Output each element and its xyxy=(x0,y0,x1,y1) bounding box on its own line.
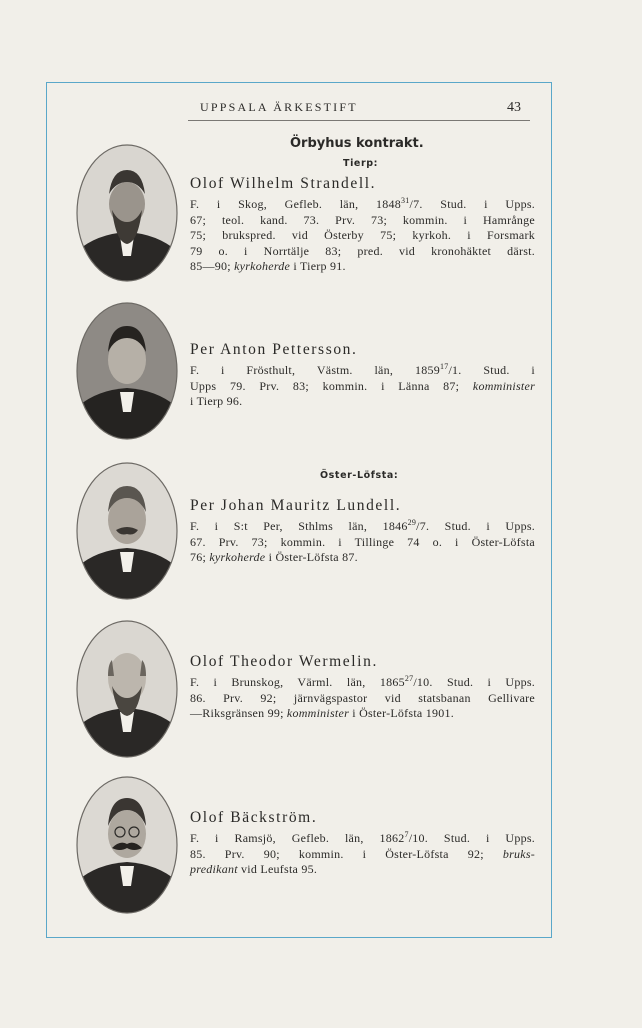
entry-biography xyxy=(190,519,535,566)
portrait-strandell xyxy=(76,144,178,282)
entry-biography xyxy=(190,675,535,722)
bio-line xyxy=(190,519,535,535)
bio-day: 7 xyxy=(404,830,409,839)
entry-biography xyxy=(190,363,535,410)
bio-text: F. i Ramsjö, Gefleb. län, 1862 xyxy=(190,831,405,845)
entry-name: Per Johan Mauritz Lundell. xyxy=(190,497,402,514)
bio-day: 17 xyxy=(439,362,449,371)
bio-line xyxy=(190,691,535,707)
bio-text: —Riksgränsen 99; xyxy=(190,706,287,721)
bio-line xyxy=(190,379,535,395)
bio-line xyxy=(190,394,535,410)
bio-line xyxy=(190,847,535,863)
section-title: Örbyhus kontrakt. xyxy=(290,136,424,151)
bio-title: kyrkoherde xyxy=(234,259,291,274)
entry-pettersson xyxy=(190,340,535,410)
running-head: UPPSALA ÄRKESTIFT xyxy=(200,100,358,114)
bio-text: /10. Stud. i Upps. xyxy=(408,831,535,845)
entry-name: Per Anton Pettersson. xyxy=(190,341,358,358)
entry-strandell xyxy=(190,174,535,275)
bio-line xyxy=(190,228,535,244)
bio-text: /10. Stud. i Upps. xyxy=(413,675,535,689)
bio-title: kyrkoherde xyxy=(209,550,266,565)
bio-line xyxy=(190,213,535,229)
portrait-young-clergyman-icon xyxy=(76,302,178,440)
portrait-wermelin xyxy=(76,620,178,758)
bio-text: 75; brukspred. vid Österby 75; kyrkoh. i Forsmark xyxy=(190,228,535,243)
bio-text: 79 o. i Norrtälje 83; pred. vid kronohäktet därst. xyxy=(190,243,535,258)
bio-text: 67. Prv. 73; kommin. i Tillinge 74 o. i Öster-Löfsta xyxy=(190,534,535,549)
header-rule xyxy=(188,120,530,121)
bio-line xyxy=(190,706,535,722)
bio-day: 27 xyxy=(404,674,414,683)
bio-day: 29 xyxy=(407,518,417,527)
bio-text: Upps 79. Prv. 83; kommin. i Länna 87; xyxy=(190,378,473,393)
entry-name: Olof Wilhelm Strandell. xyxy=(190,175,377,192)
entry-biography xyxy=(190,831,535,878)
bio-text: i Öster-Löfsta 1901. xyxy=(349,706,454,721)
bio-text: 67; teol. kand. 73. Prv. 73; kommin. i Hamrånge xyxy=(190,212,535,227)
portrait-mustached-clergyman-icon xyxy=(76,462,178,600)
parish-heading-oster-lofsta: Öster-Löfsta: xyxy=(320,470,399,481)
bio-text: /7. Stud. i Upps. xyxy=(416,519,535,533)
bio-text: F. i Frösthult, Västm. län, 1859 xyxy=(190,363,440,377)
bio-text: F. i S:t Per, Sthlms län, 1846 xyxy=(190,519,408,533)
entry-biography xyxy=(190,197,535,275)
bio-text: 85. Prv. 90; kommin. i Öster-Löfsta 92; xyxy=(190,846,503,861)
bio-title: bruks- xyxy=(502,846,535,861)
bio-text: i Tierp 96. xyxy=(190,394,243,409)
bio-line xyxy=(190,550,535,566)
page-number: 43 xyxy=(507,100,521,115)
bio-text: F. i Skog, Gefleb. län, 1848 xyxy=(190,197,402,211)
portrait-bald-bearded-clergyman-icon xyxy=(76,620,178,758)
bio-text: i Tierp 91. xyxy=(290,259,346,274)
entry-wermelin xyxy=(190,652,535,722)
portrait-backstrom xyxy=(76,776,178,914)
bio-text: i Öster-Löfsta 87. xyxy=(265,550,358,565)
bio-title: komminister xyxy=(286,706,349,721)
entry-lundell xyxy=(190,496,535,566)
bio-title: predikant xyxy=(190,862,238,877)
bio-line xyxy=(190,675,535,691)
bio-text: 76; xyxy=(190,550,210,565)
bio-text: /1. Stud. i xyxy=(448,363,535,377)
parish-heading-tierp: Tierp: xyxy=(343,158,379,169)
entry-name: Olof Theodor Wermelin. xyxy=(190,653,378,670)
bio-text: /7. Stud. i Upps. xyxy=(409,197,535,211)
bio-line xyxy=(190,259,535,275)
bio-text: vid Leufsta 95. xyxy=(237,862,318,877)
bio-title: komminister xyxy=(472,378,535,393)
bio-day: 31 xyxy=(401,196,410,205)
bio-line xyxy=(190,535,535,551)
entry-backstrom xyxy=(190,808,535,878)
portrait-lundell xyxy=(76,462,178,600)
portrait-spectacled-clergyman-icon xyxy=(76,776,178,914)
bio-line xyxy=(190,363,535,379)
portrait-bearded-clergyman-icon xyxy=(76,144,178,282)
bio-line xyxy=(190,244,535,260)
entry-name: Olof Bäckström. xyxy=(190,809,318,826)
bio-text: 86. Prv. 92; järnvägspastor vid statsbanan Gellivare xyxy=(190,690,535,705)
bio-text: F. i Brunskog, Värml. län, 1865 xyxy=(190,675,405,689)
bio-line xyxy=(190,862,535,878)
bio-line xyxy=(190,197,535,213)
bio-line xyxy=(190,831,535,847)
bio-text: 85—90; xyxy=(190,259,235,274)
portrait-pettersson xyxy=(76,302,178,440)
